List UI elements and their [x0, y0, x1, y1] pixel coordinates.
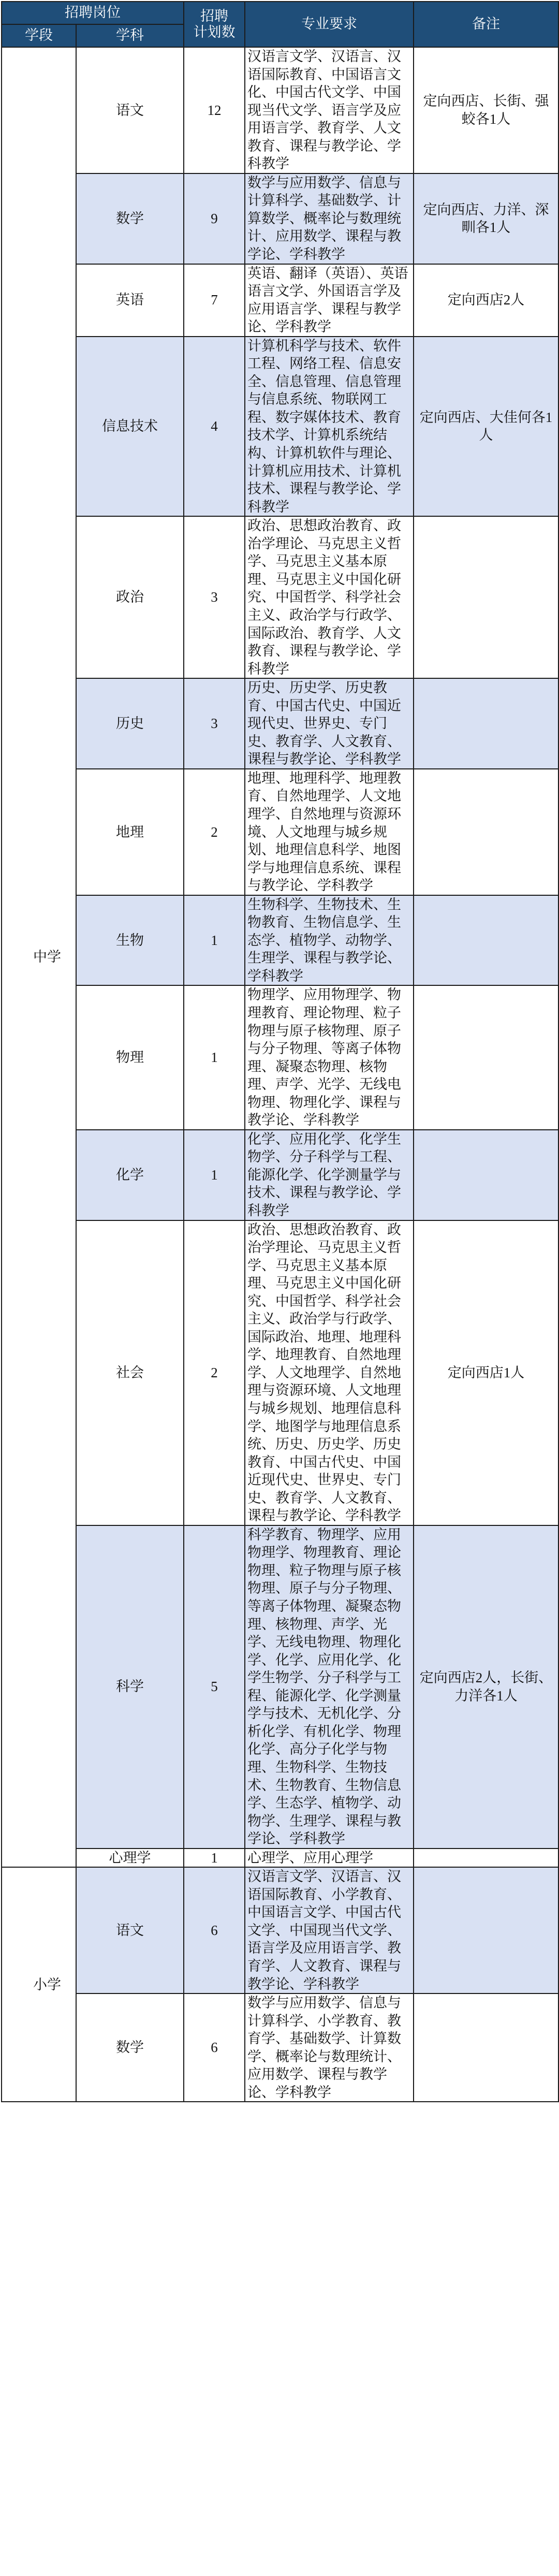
note-cell: 定向西店1人 [414, 1220, 558, 1525]
count-cell: 5 [184, 1525, 245, 1849]
note-cell [414, 678, 558, 769]
table-row [2, 1130, 558, 1220]
subject-cell: 心理学 [76, 1849, 184, 1868]
subject-cell: 生物 [76, 895, 184, 986]
subject-cell: 信息技术 [76, 337, 184, 516]
table-row [2, 47, 558, 173]
requirement-cell: 科学教育、物理学、应用物理学、物理教育、理论物理、粒子物理与原子核物理、原子与分子物理、等离子体物理、凝聚态物理、核物理、声学、光学、无线电物理、物理化学、化学、应用化学、化学生物学、分子科学与工程、能源化学、化学测量学与技术、无机化学、分析化学、有机化学、物理化学、高分子化学与物理、生物科学、生物技术、生物教育、生物信息学、生态学、植物学、动物学、生理学、课程与教学论、学科教学 [245, 1525, 414, 1849]
note-cell: 定向西店2人，长街、力洋各1人 [414, 1525, 558, 1849]
table-row [2, 264, 558, 337]
table-row [2, 516, 558, 678]
table-row [2, 1993, 558, 2102]
subject-cell: 社会 [76, 1220, 184, 1525]
subject-cell: 历史 [76, 678, 184, 769]
subject-cell: 化学 [76, 1130, 184, 1220]
table-row [2, 985, 558, 1129]
requirement-cell: 政治、思想政治教育、政治学理论、马克思主义哲学、马克思主义基本原理、马克思主义中国化研究、中国哲学、科学社会主义、政治学与行政学、国际政治、地理、地理科学、地理教育、自然地理学、人文地理学、自然地理与资源环境、人文地理与城乡规划、地理信息科学、地图学与地理信息系统、历史、历史学、历史教育、中国古代史、中国近现代史、世界史、专门史、教育学、人文教育、课程与教学论、学科教学 [245, 1220, 414, 1525]
requirement-cell: 生物科学、生物技术、生物教育、生物信息学、生态学、植物学、动物学、生理学、课程与教学论、学科教学 [245, 895, 414, 986]
count-cell: 9 [184, 173, 245, 264]
subject-cell: 语文 [76, 1867, 184, 1993]
subject-cell: 数学 [76, 173, 184, 264]
requirement-cell: 化学、应用化学、化学生物学、分子科学与工程、能源化学、化学测量学与技术、课程与教学论、学科教学 [245, 1130, 414, 1220]
subject-cell: 语文 [76, 47, 184, 173]
subject-cell: 地理 [76, 769, 184, 895]
requirement-cell: 数学与应用数学、信息与计算科学、基础数学、计算数学、概率论与数理统计、应用数学、课程与教学论、学科教学 [245, 173, 414, 264]
header-requirement: 专业要求 [245, 2, 414, 47]
table-row [2, 895, 558, 986]
header-note: 备注 [414, 2, 558, 47]
requirement-cell: 地理、地理科学、地理教育、自然地理学、人文地理学、自然地理与资源环境、人文地理与城乡规划、地理信息科学、地图学与地理信息系统、课程与教学论、学科教学 [245, 769, 414, 895]
subject-cell: 科学 [76, 1525, 184, 1849]
count-cell: 4 [184, 337, 245, 516]
note-cell [414, 1849, 558, 1868]
header-count-line1: 招聘 [200, 8, 228, 24]
table-row [2, 173, 558, 264]
note-cell [414, 516, 558, 678]
table-row [2, 1867, 558, 1993]
requirement-cell: 政治、思想政治教育、政治学理论、马克思主义哲学、马克思主义基本原理、马克思主义中国化研究、中国哲学、科学社会主义、政治学与行政学、国际政治、教育学、人文教育、课程与教学论、学科教学 [245, 516, 414, 678]
table-body [2, 47, 558, 2102]
table-row [2, 1525, 558, 1849]
note-cell: 定向西店、大佳何各1人 [414, 337, 558, 516]
note-cell: 定向西店、长街、强蛟各1人 [414, 47, 558, 173]
header-subject: 学科 [76, 24, 184, 47]
header-count [184, 2, 245, 47]
subject-cell: 英语 [76, 264, 184, 337]
requirement-cell: 心理学、应用心理学 [245, 1849, 414, 1868]
count-cell: 3 [184, 678, 245, 769]
count-cell: 2 [184, 1220, 245, 1525]
note-cell: 定向西店、力洋、深甽各1人 [414, 173, 558, 264]
requirement-cell: 历史、历史学、历史教育、中国古代史、中国近现代史、世界史、专门史、教育学、人文教育、课程与教学论、学科教学 [245, 678, 414, 769]
requirement-cell: 物理学、应用物理学、物理教育、理论物理、粒子物理与原子核物理、原子与分子物理、等离子体物理、凝聚态物理、核物理、声学、光学、无线电物理、物理化学、课程与教学论、学科教学 [245, 985, 414, 1129]
subject-cell: 政治 [76, 516, 184, 678]
count-cell: 7 [184, 264, 245, 337]
recruitment-table [1, 1, 559, 2102]
recruitment-table-page [0, 1, 559, 2576]
header-count-line2: 计划数 [193, 24, 236, 40]
header-stage: 学段 [2, 24, 76, 47]
note-cell [414, 985, 558, 1129]
note-cell [414, 1993, 558, 2102]
table-row [2, 337, 558, 516]
header-position: 招聘岗位 [2, 2, 184, 24]
note-cell [414, 895, 558, 986]
note-cell [414, 1130, 558, 1220]
count-cell: 1 [184, 985, 245, 1129]
requirement-cell: 汉语言文学、汉语言、汉语国际教育、中国语言文化、中国古代文学、中国现当代文学、语言学及应用语言学、教育学、人文教育、课程与教学论、学科教学 [245, 47, 414, 173]
table-row [2, 1849, 558, 1868]
table-row [2, 1220, 558, 1525]
stage-cell: 中学 [2, 47, 76, 1867]
requirement-cell: 数学与应用数学、信息与计算科学、小学教育、教育学、基础数学、计算数学、概率论与数理统计、应用数学、课程与教学论、学科教学 [245, 1993, 414, 2102]
count-cell: 6 [184, 1993, 245, 2102]
count-cell: 1 [184, 1130, 245, 1220]
stage-cell: 小学 [2, 1867, 76, 2102]
table-row [2, 769, 558, 895]
subject-cell: 数学 [76, 1993, 184, 2102]
count-cell: 2 [184, 769, 245, 895]
table-row [2, 678, 558, 769]
count-cell: 6 [184, 1867, 245, 1993]
note-cell [414, 1867, 558, 1993]
requirement-cell: 英语、翻译（英语）、英语语言文学、外国语言学及应用语言学、课程与教学论、学科教学 [245, 264, 414, 337]
requirement-cell: 汉语言文学、汉语言、汉语国际教育、小学教育、中国语言文学、中国古代文学、中国现当代文学、语言学及应用语言学、教育学、人文教育、课程与教学论、学科教学 [245, 1867, 414, 1993]
note-cell: 定向西店2人 [414, 264, 558, 337]
count-cell: 3 [184, 516, 245, 678]
count-cell: 12 [184, 47, 245, 173]
count-cell: 1 [184, 895, 245, 986]
note-cell [414, 769, 558, 895]
count-cell: 1 [184, 1849, 245, 1868]
subject-cell: 物理 [76, 985, 184, 1129]
requirement-cell: 计算机科学与技术、软件工程、网络工程、信息安全、信息管理、信息管理与信息系统、物联网工程、数字媒体技术、教育技术学、计算机系统结构、计算机软件与理论、计算机应用技术、计算机技术、课程与教学论、学科教学 [245, 337, 414, 516]
